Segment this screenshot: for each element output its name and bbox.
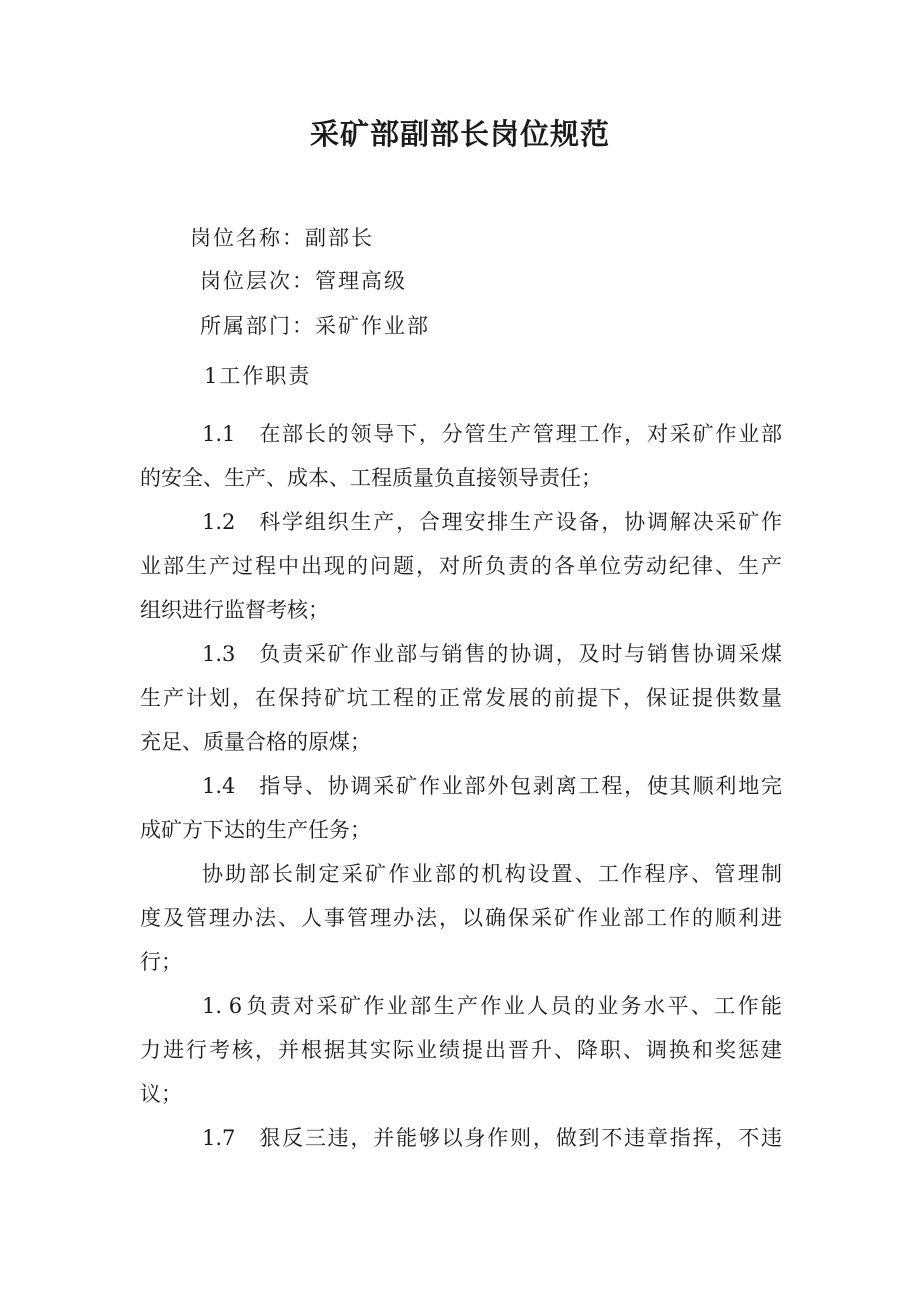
line-text: 负责对采矿作业部生产作业人员的业务水平、工作能 [244, 994, 782, 1018]
duty-item-1-2 [140, 500, 782, 632]
paragraph-line: 议； [140, 1082, 182, 1106]
item-number: 1. 6 [202, 994, 243, 1018]
meta-label: 所属部门： [200, 314, 315, 338]
paragraph-line [140, 764, 782, 808]
item-number: 1.3 [202, 642, 236, 666]
item-number: 1.7 [202, 1126, 236, 1150]
meta-label: 岗位名称： [190, 226, 305, 250]
section-heading: 1工作职责 [204, 364, 312, 388]
meta-value: 管理高级 [315, 269, 407, 293]
item-number: 1.1 [202, 422, 236, 446]
paragraph-line: 行； [140, 950, 182, 974]
meta-label: 岗位层次： [200, 269, 315, 293]
paragraph-line [140, 1116, 782, 1160]
paragraph-line [140, 412, 782, 456]
paragraph-line [140, 632, 782, 676]
line-text: 在部长的领导下，分管生产管理工作，对采矿作业部 [257, 422, 782, 446]
paragraph-line: 充足、质量合格的原煤； [140, 730, 371, 754]
meta-department [200, 310, 430, 340]
meta-value: 采矿作业部 [315, 314, 430, 338]
paragraph-line: 力进行考核，并根据其实际业绩提出晋升、降职、调换和奖惩建 [140, 1038, 782, 1062]
line-text: 负责采矿作业部与销售的协调，及时与销售协调采煤 [257, 642, 782, 666]
duty-item-1-7 [140, 1116, 782, 1160]
paragraph-line [140, 984, 782, 1028]
line-text: 指导、协调采矿作业部外包剥离工程，使其顺利地完 [257, 774, 782, 798]
paragraph-line: 度及管理办法、人事管理办法，以确保采矿作业部工作的顺利进 [140, 906, 782, 930]
meta-job-level [200, 265, 407, 295]
meta-value: 副部长 [305, 226, 374, 250]
meta-job-name [190, 222, 374, 252]
duty-item-1-4 [140, 764, 782, 852]
paragraph-line [140, 500, 782, 544]
paragraph-line: 业部生产过程中出现的问题，对所负责的各单位劳动纪律、生产 [140, 554, 782, 578]
duty-item-1-1 [140, 412, 782, 500]
line-text: 狠反三违，并能够以身作则，做到不违章指挥，不违 [257, 1126, 782, 1150]
duty-item-1-5 [140, 852, 782, 984]
item-number: 1.2 [202, 510, 236, 534]
line-text: 科学组织生产，合理安排生产设备，协调解决采矿作 [257, 510, 782, 534]
paragraph-line: 协助部长制定采矿作业部的机构设置、工作程序、管理制 [202, 862, 782, 886]
duty-item-1-6 [140, 984, 782, 1116]
paragraph-line: 的安全、生产、成本、工程质量负直接领导责任； [140, 466, 602, 490]
paragraph-line: 组织进行监督考核； [140, 598, 329, 622]
paragraph-line: 生产计划，在保持矿坑工程的正常发展的前提下，保证提供数量 [140, 686, 782, 710]
duty-item-1-3 [140, 632, 782, 764]
paragraph-line: 成矿方下达的生产任务； [140, 818, 371, 842]
item-number: 1.4 [202, 774, 236, 798]
document-title: 采矿部副部长岗位规范 [309, 117, 610, 151]
